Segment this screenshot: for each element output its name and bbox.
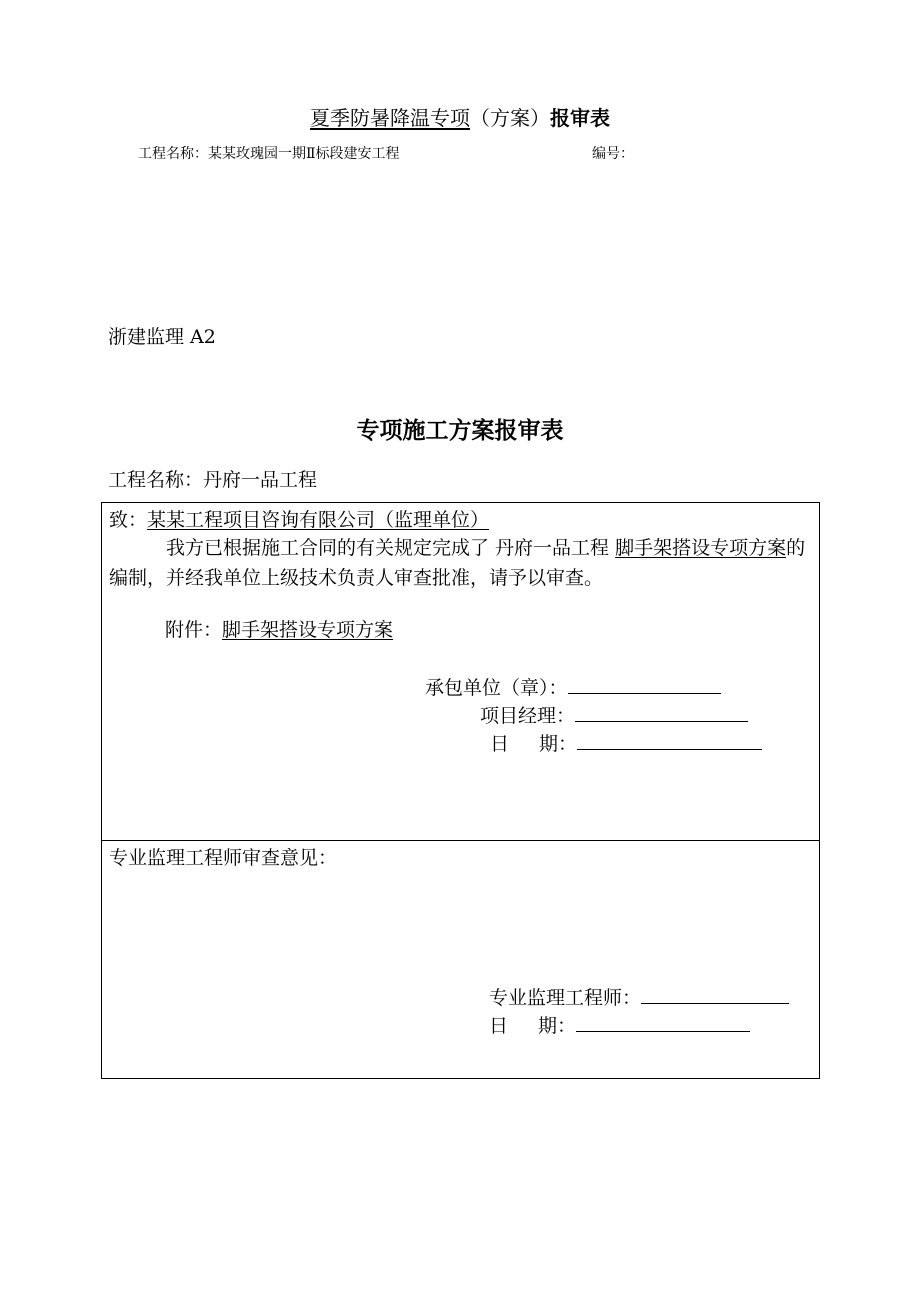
cover-title-topic: 夏季防暑降温专项 [310, 106, 470, 130]
review-opinion-label: 专业监理工程师审查意见： [109, 847, 338, 869]
review-date-label-period: 期： [538, 1015, 577, 1037]
contractor-date-line [490, 729, 762, 759]
cover-project-line [138, 143, 400, 163]
contractor-label: 承包单位（章）： [425, 677, 568, 699]
cover-project-value: 某某玫瑰园一期Ⅱ标段建安工程 [208, 146, 400, 162]
statement-prefix: 我方已根据施工合同的有关规定完成了 丹府一品工程 [166, 537, 616, 559]
form-code: 浙建监理 A2 [108, 326, 216, 348]
addressee-value: 某某工程项目咨询有限公司（监理单位） [147, 509, 490, 531]
engineer-signature-line [489, 983, 789, 1013]
cover-title-report: 报审表 [550, 106, 610, 130]
date-label-period: 期： [539, 733, 578, 755]
attachment-line [165, 615, 393, 645]
engineer-label: 专业监理工程师： [489, 987, 642, 1009]
form-title: 专项施工方案报审表 [356, 418, 564, 444]
form-project-value: 丹府一品工程 [203, 469, 318, 491]
review-date-line [489, 1011, 750, 1041]
section-divider [102, 840, 819, 841]
cover-title [0, 102, 920, 131]
attachment-value: 脚手架搭设专项方案 [222, 619, 394, 641]
addressee [109, 505, 489, 535]
form-table [101, 502, 820, 1079]
addressee-label: 致： [109, 509, 148, 531]
manager-signature-field[interactable] [575, 701, 748, 722]
contractor-date-field[interactable] [577, 729, 762, 750]
cover-title-plan: （方案） [470, 106, 550, 130]
attachment-label: 附件： [165, 619, 223, 641]
manager-signature-line [480, 701, 748, 731]
review-date-label-day: 日 [489, 1015, 509, 1037]
date-label-day: 日 [490, 733, 510, 755]
cover-number-label: 编号： [592, 146, 634, 162]
statement-paragraph [109, 533, 815, 593]
statement-plan-name: 脚手架搭设专项方案 [615, 537, 787, 559]
statement-suffix: 的编制，并经我单位上级技术负责人审查批准，请予以审查。 [109, 537, 806, 589]
review-date-field[interactable] [576, 1011, 750, 1032]
manager-label: 项目经理： [480, 705, 576, 727]
form-project-line [108, 465, 317, 492]
form-project-label: 工程名称： [108, 469, 204, 491]
cover-project-label: 工程名称： [138, 146, 208, 162]
contractor-signature-field[interactable] [568, 673, 721, 694]
contractor-signature-line [425, 673, 721, 703]
engineer-signature-field[interactable] [641, 983, 789, 1004]
